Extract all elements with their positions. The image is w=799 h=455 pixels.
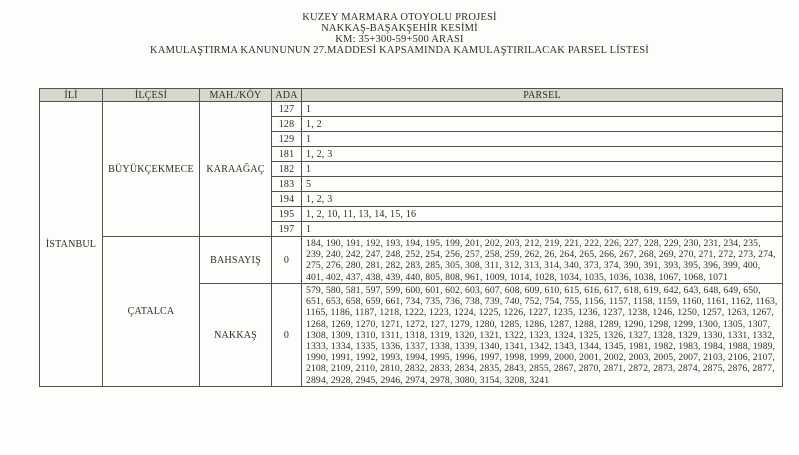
- parcel-list-bahsayis: 184, 190, 191, 192, 193, 194, 195, 199, 201, 202, 203, 212, 219, 221, 222, 226, 227, 228, 229, 230, 231, 234, 235, 239, 240, 242, 247, 248, 252, 254, 256, 257, 258, 259, 262, 26, 264, 265, 266, 267, 268, 269, 270, 271, 272, 273, 274, 275, 276, 280, 281, 282, 283, 285, 305, 308, 311, 312, 313, 314, 340, 373, 374, 390, 391, 393, 395, 396, 399, 400, 401, 402, 437, 438, 439, 440, 805, 808, 961, 1009, 1014, 1028, 1034, 1035, 1036, 1038, 1067, 1068, 1071: [306, 238, 776, 283]
- parcel-cell: [302, 284, 783, 387]
- parcel-cell: 1: [302, 132, 783, 147]
- village-cell-bahsayis: BAHSAYIŞ: [200, 237, 272, 284]
- title-line-3: KM: 35+300-59+500 ARASI: [335, 34, 464, 45]
- col-header-ilcesi: İLÇESİ: [103, 89, 200, 102]
- col-header-ada: ADA: [272, 89, 302, 102]
- parcel-list-nakkas: 579, 580, 581, 597, 599, 600, 601, 602, 603, 607, 608, 609, 610, 615, 616, 617, 618, 619, 642, 643, 648, 649, 650, 651, 653, 658, 659, 661, 734, 735, 736, 738, 739, 740, 752, 754, 755, 1156, 1157, 1158, 1159, 1160, 1161, 1162, 1163, 1165, 1186, 1187, 1218, 1222, 1223, 1224, 1225, 1226, 1227, 1235, 1236, 1237, 1238, 1246, 1250, 1257, 1263, 1267, 1268, 1269, 1270, 1271, 1272, 127, 1279, 1280, 1285, 1286, 1287, 1288, 1289, 1290, 1298, 1299, 1300, 1305, 1307, 1308, 1309, 1310, 1311, 1318, 1319, 1320, 1321, 1322, 1323, 1324, 1325, 1326, 1327, 1328, 1329, 1330, 1331, 1332, 1333, 1334, 1335, 1336, 1337, 1338, 1339, 1340, 1341, 1342, 1343, 1344, 1345, 1981, 1982, 1983, 1984, 1988, 1989, 1990, 1991, 1992, 1993, 1994, 1995, 1996, 1997, 1998, 1999, 2000, 2001, 2002, 2003, 2005, 2007, 2103, 2106, 2107, 2108, 2109, 2110, 2810, 2832, 2833, 2834, 2835, 2843, 2855, 2867, 2870, 2871, 2872, 2873, 2874, 2875, 2876, 2877, 2894, 2928, 2945, 2946, 2974, 2978, 3080, 3154, 3208, 3241: [306, 285, 778, 386]
- parcel-cell: 1, 2, 3: [302, 147, 783, 162]
- parcel-cell: [302, 237, 783, 284]
- ada-cell: 194: [272, 192, 302, 207]
- title-line-1: KUZEY MARMARA OTOYOLU PROJESİ: [302, 12, 497, 23]
- ada-cell: 127: [272, 102, 302, 117]
- col-header-ili: İLİ: [40, 89, 103, 102]
- title-line-2: NAKKAŞ-BAŞAKŞEHİR KESİMİ: [321, 23, 478, 34]
- village-cell-nakkas: NAKKAŞ: [200, 284, 272, 387]
- col-header-mahkoy: MAH./KÖY: [200, 89, 272, 102]
- parcel-cell: 1, 2: [302, 117, 783, 132]
- ada-cell: 195: [272, 207, 302, 222]
- parcel-cell: 1: [302, 222, 783, 237]
- ada-cell: 182: [272, 162, 302, 177]
- ada-cell: 128: [272, 117, 302, 132]
- parcel-cell: 1: [302, 102, 783, 117]
- village-cell-karaagac: KARAAĞAÇ: [200, 102, 272, 237]
- ada-cell: 197: [272, 222, 302, 237]
- district-cell-buyukcekmece: BÜYÜKÇEKMECE: [103, 102, 200, 237]
- parcel-cell: 5: [302, 177, 783, 192]
- table-row: [40, 237, 783, 284]
- parcel-cell: 1, 2, 10, 11, 13, 14, 15, 16: [302, 207, 783, 222]
- header-row: [40, 89, 783, 102]
- parcel-cell: 1, 2, 3: [302, 192, 783, 207]
- parcel-table: [39, 88, 783, 387]
- ada-cell: 181: [272, 147, 302, 162]
- ada-cell: 129: [272, 132, 302, 147]
- ada-cell: 0: [272, 237, 302, 284]
- document-title: [0, 12, 799, 56]
- district-cell-catalca: ÇATALCA: [103, 237, 200, 387]
- table-row: [40, 102, 783, 117]
- col-header-parsel: PARSEL: [302, 89, 783, 102]
- ada-cell: 0: [272, 284, 302, 387]
- province-cell: İSTANBUL: [40, 102, 103, 387]
- title-line-4: KAMULAŞTIRMA KANUNUNUN 27.MADDESİ KAPSAMINDA KAMULAŞTIRILACAK PARSEL LİSTESİ: [150, 45, 649, 56]
- parcel-cell: 1: [302, 162, 783, 177]
- ada-cell: 183: [272, 177, 302, 192]
